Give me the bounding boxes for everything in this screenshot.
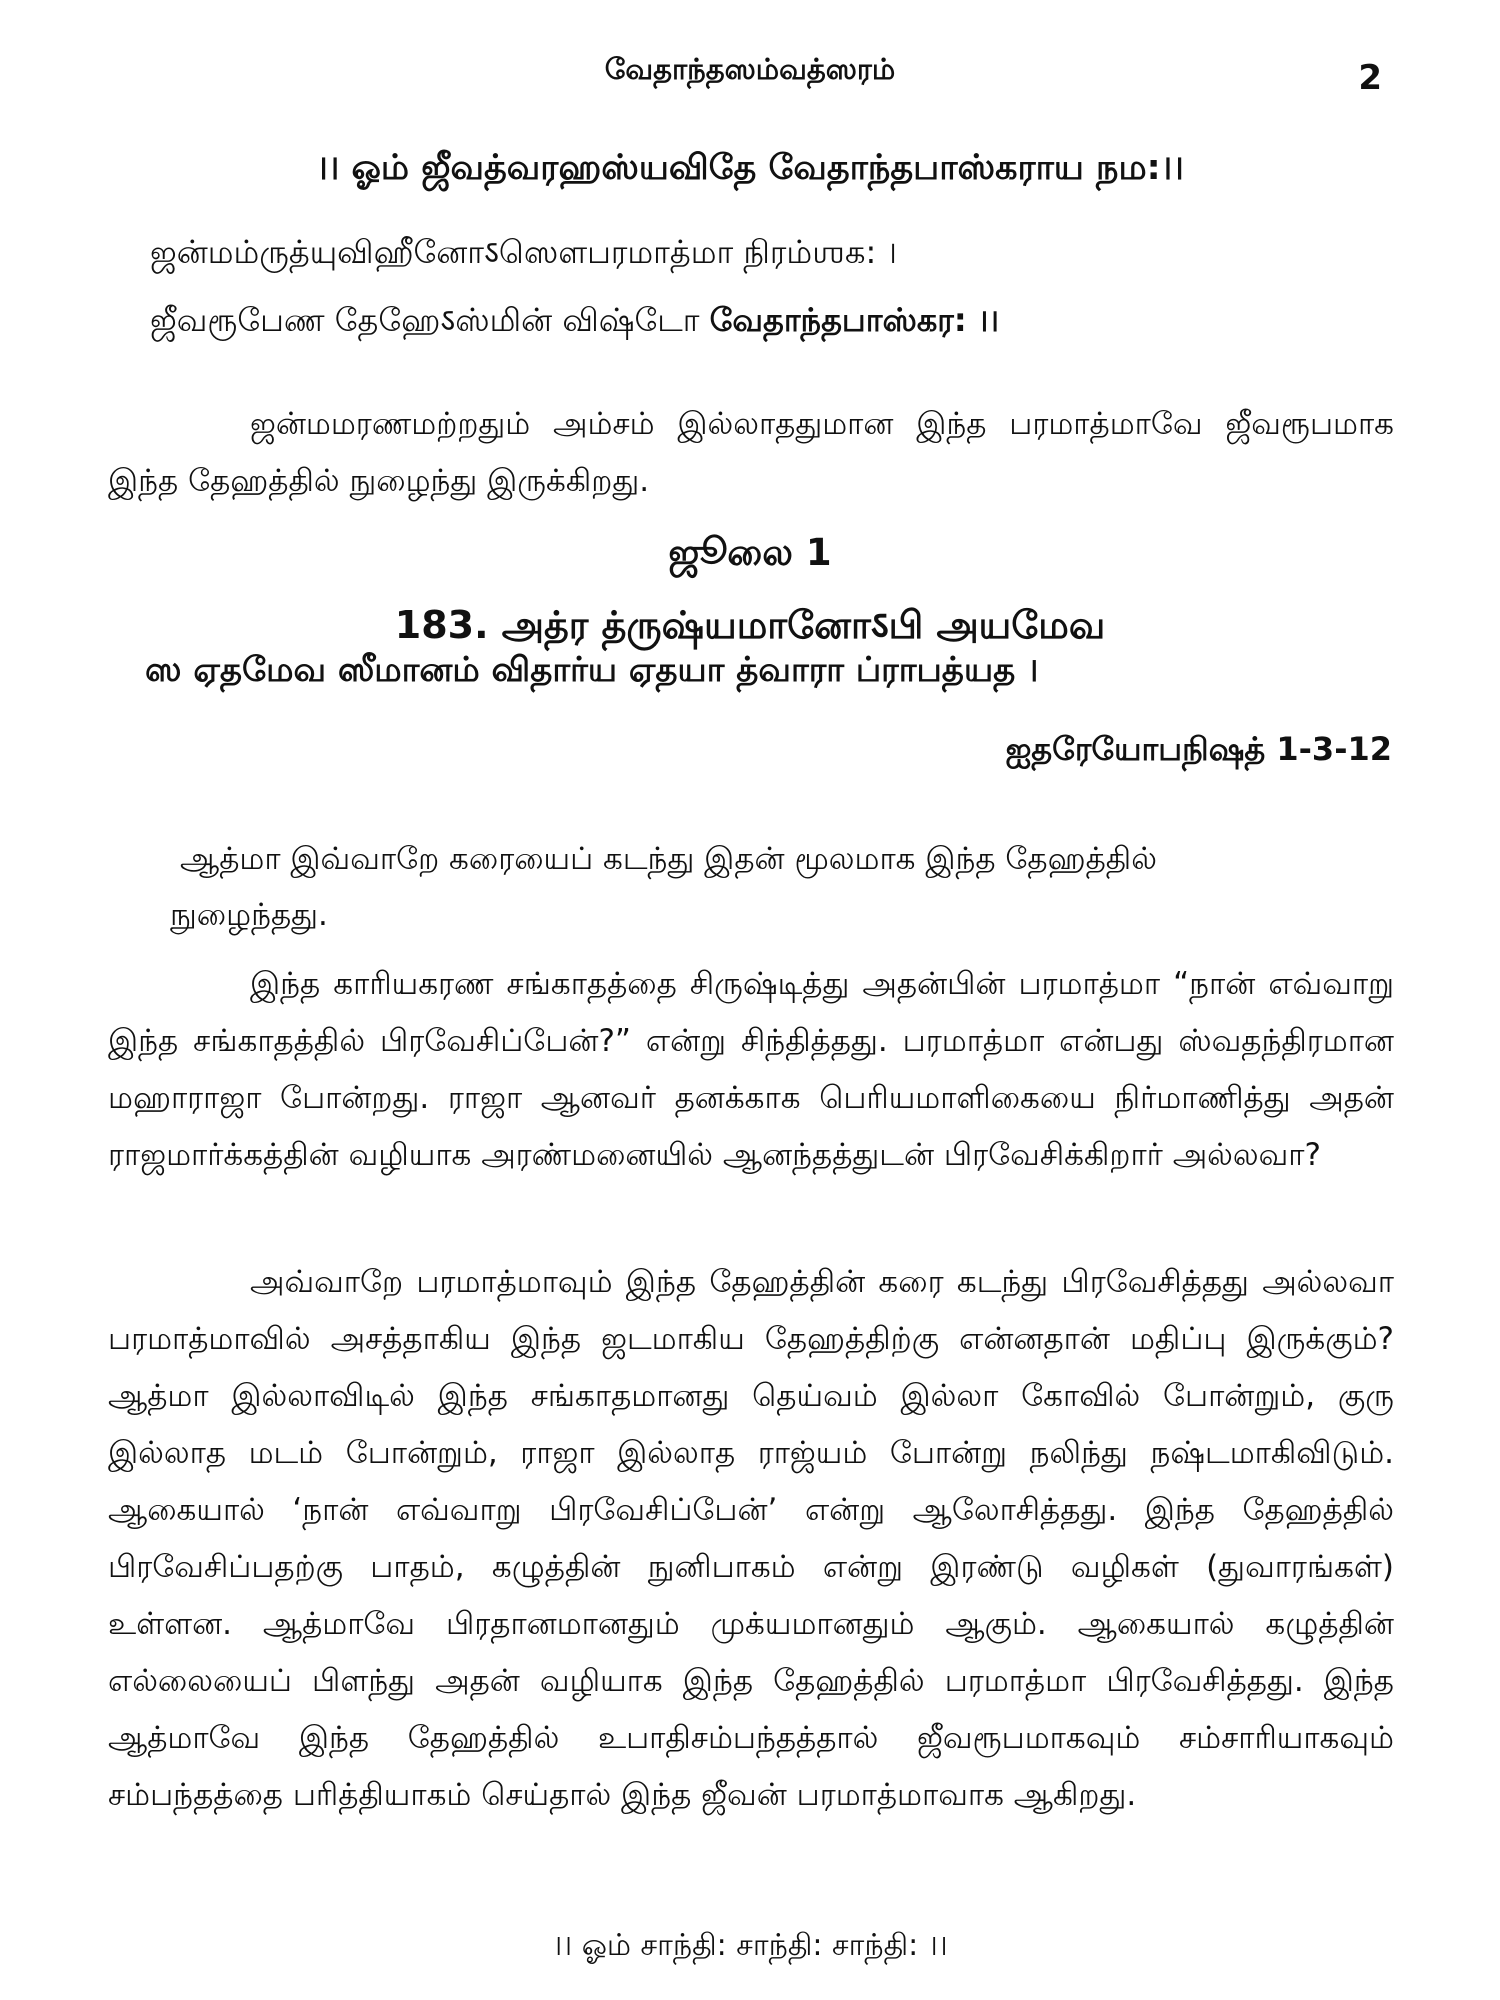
mantra-heading: 183. அத்ர த்ருஷ்யமானோऽபி அயமேவ <box>394 603 1106 648</box>
page-number: 2 <box>1358 58 1382 98</box>
date-heading: ஜூலை 1 <box>668 530 832 574</box>
sanskrit-verse-line-1: ஜன்மம்ருத்யுவிஹீனோऽஸௌபரமாத்மா நிரம்ஶக: । <box>150 233 897 271</box>
commentary-paragraph-2: அவ்வாறே பரமாத்மாவும் இந்த தேஹத்தின் கரை கடந்து பிரவேசித்தது அல்லவா பரமாத்மாவில் அசத்தாகிய இந்த ஜடமாகிய தேஹத்திற்கு என்னதான் மதிப்பு இருக்கும்? ஆத்மா இல்லாவிடில் இந்த சங்காதமானது தெய்வம் இல்லா கோவில் போன்றும், குரு இல்லாத மடம் போன்றும், ராஜா இல்லாத ராஜ்யம் போன்று நலிந்து நஷ்டமாகிவிடும். ஆகையால் ‘நான் எவ்வாறு பிரவேசிப்பேன்’ என்று ஆலோசித்தது. இந்த தேஹத்தில் பிரவேசிப்பதற்கு பாதம், கழுத்தின் நுனிபாகம் என்று இரண்டு வழிகள் (துவாரங்கள்) உள்ளன. ஆத்மாவே பிரதானமானதும் முக்யமானதும் ஆகும். ஆகையால் கழுத்தின் எல்லையைப் பிளந்து அதன் வழியாக இந்த தேஹத்தில் பரமாத்மா பிரவேசித்தது. இந்த ஆத்மாவே இந்த தேஹத்தில் உபாதிசம்பந்தத்தால் ஜீவரூபமாகவும் சம்சாரியாகவும் சம்பந்தத்தை பரித்தியாகம் செய்தால் இந்த ஜீவன் பரமாத்மாவாக ஆகிறது. <box>108 1264 1394 1813</box>
closing-peace-invocation: ।। ஓம் சாந்தி: சாந்தி: சாந்தி: ।। <box>552 1928 948 1963</box>
commentary-paragraph-1: இந்த காரியகரண சங்காதத்தை சிருஷ்டித்து அதன்பின் பரமாத்மா “நான் எவ்வாறு இந்த சங்காதத்தில் பிரவேசிப்பேன்?” என்று சிந்தித்தது. பரமாத்மா என்பது ஸ்வதந்திரமான மஹாராஜா போன்றது. ராஜா ஆனவர் தனக்காக பெரியமாளிகையை நிர்மாணித்து அதன் ராஜமார்க்கத்தின் வழியாக அரண்மனையில் ஆனந்தத்துடன் பிரவேசிக்கிறார் அல்லவா? <box>108 966 1394 1173</box>
mantra-translation: ஆத்மா இவ்வாறே கரையைப் கடந்து இதன் மூலமாக இந்த தேஹத்தில் நுழைந்தது. <box>170 841 1157 933</box>
verse-meaning-paragraph: ஜன்மமரணமற்றதும் அம்சம் இல்லாததுமான இந்த பரமாத்மாவே ஜீவரூபமாக இந்த தேஹத்தில் நுழைந்து இருக்கிறது. <box>108 406 1394 499</box>
mantra-source-reference: ஐதரேயோபநிஷத் 1-3-12 <box>1005 730 1392 768</box>
verse-line-2-text: ஜீவரூபேண தேஹேऽஸ்மின் விஷ்டோ <box>150 301 710 339</box>
opening-invocation: ।। ஓம் ஜீவத்வரஹஸ்யவிதே வேதாந்தபாஸ்கராய நம:।। <box>316 148 1184 188</box>
running-title: வேதாந்தஸம்வத்ஸரம் <box>604 52 896 86</box>
sanskrit-verse-line-2 <box>150 298 999 343</box>
verse-line-2-bold-text: வேதாந்தபாஸ்கர: ।। <box>709 301 999 339</box>
mantra-second-line: ஸ ஏதமேவ ஸீமானம் விதார்ய ஏதயா த்வாரா ப்ராபத்யத । <box>145 650 1039 690</box>
